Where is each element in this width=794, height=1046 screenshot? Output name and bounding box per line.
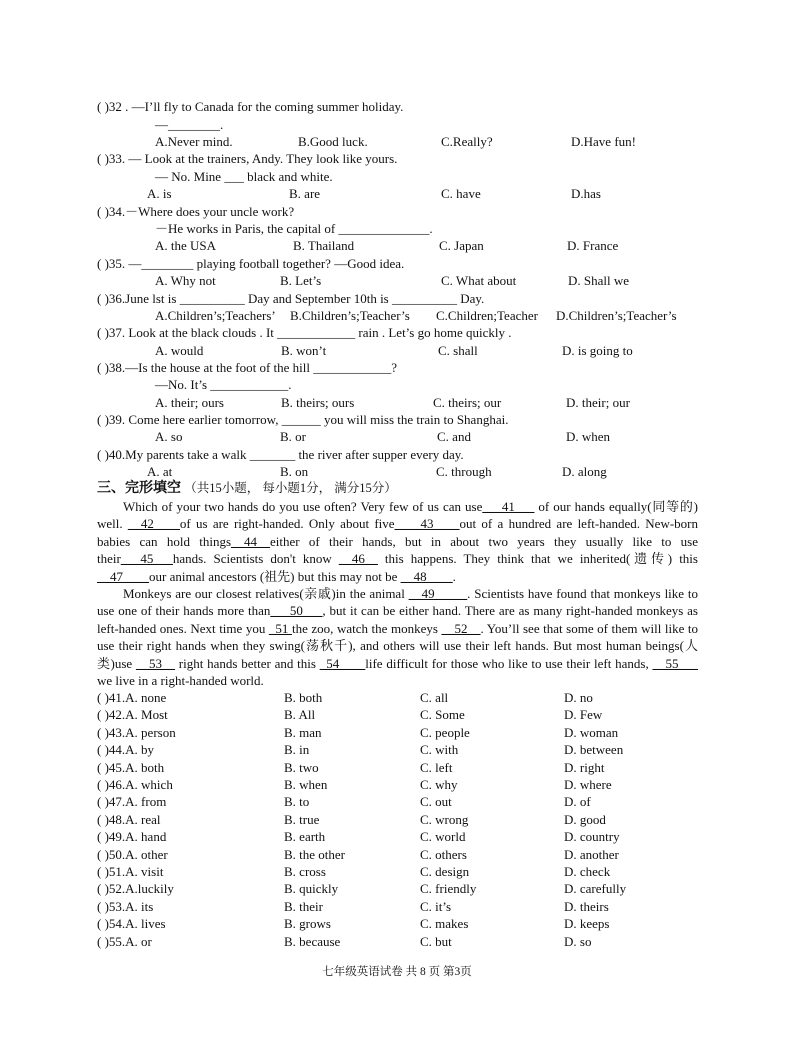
- q36-option-b: B.Children’s;Teacher’s: [290, 308, 410, 323]
- q34-option-a: A. the USA: [155, 238, 217, 253]
- q32-option-a: A.Never mind.: [155, 134, 233, 149]
- blank-45: ___45___: [120, 551, 173, 567]
- blank-48: __48____: [400, 568, 453, 584]
- blank-43: ____43____: [394, 516, 460, 532]
- q39-option-c: C. and: [437, 429, 471, 444]
- cloze-50-question: ( )50.A. other: [97, 846, 168, 862]
- q32-option-d: D.Have fun!: [571, 134, 636, 149]
- cloze-42-option-b: B. All: [284, 707, 316, 723]
- question-39: ( )39. Come here earlier tomorrow, ______ you will miss the train to Shanghai.: [97, 412, 509, 427]
- q40-option-d: D. along: [562, 464, 607, 479]
- question-38: ( )38.—Is the house at the foot of the hill ____________?: [97, 360, 398, 375]
- cloze-44-question: ( )44.A. by: [97, 742, 155, 758]
- blank-51: _51: [268, 620, 292, 636]
- cloze-49-question: ( )49.A. hand: [97, 829, 167, 845]
- cloze-50-option-c: C. others: [420, 846, 467, 862]
- cloze-42-question: ( )42.A. Most: [97, 707, 168, 723]
- q37-option-c: C. shall: [438, 343, 478, 358]
- cloze-47-question: ( )47.A. from: [97, 794, 167, 810]
- q40-option-a: A. at: [147, 464, 173, 479]
- cloze-43-option-c: C. people: [420, 724, 470, 740]
- question-37: ( )37. Look at the black clouds . It ____________ rain . Let’s go home quickly .: [97, 325, 512, 340]
- q37-option-b: B. won’t: [281, 343, 327, 358]
- q38-option-c: C. theirs; our: [433, 395, 502, 410]
- q40-option-b: B. on: [280, 464, 309, 479]
- blank-53: __53__: [135, 655, 175, 671]
- blank-55: __55___: [652, 655, 698, 671]
- cloze-42-option-d: D. Few: [564, 707, 603, 723]
- question-32: ( )32 . —I’ll fly to Canada for the coming summer holiday.: [97, 99, 404, 114]
- cloze-47-option-c: C. out: [420, 794, 452, 810]
- cloze-passage: [97, 498, 698, 689]
- q33-option-a: A. is: [147, 186, 172, 201]
- cloze-41-question: ( )41.A. none: [97, 690, 167, 705]
- cloze-52-option-d: D. carefully: [564, 881, 627, 897]
- question-33-response: — No. Mine ___ black and white.: [155, 169, 333, 184]
- q33-option-c: C. have: [441, 186, 481, 201]
- cloze-46-option-c: C. why: [420, 777, 458, 792]
- q39-option-b: B. or: [280, 429, 306, 444]
- cloze-46-question: ( )46.A. which: [97, 777, 173, 792]
- question-40: ( )40.My parents take a walk _______ the river after supper every day.: [97, 447, 464, 462]
- q39-option-a: A. so: [155, 429, 183, 444]
- cloze-47-option-b: B. to: [284, 794, 310, 810]
- blank-52: __52__: [441, 620, 481, 636]
- q32-option-c: C.Really?: [441, 134, 493, 149]
- cloze-45-option-b: B. two: [284, 759, 319, 775]
- q36-option-d: D.Children’s;Teacher’s: [556, 308, 677, 323]
- cloze-54-option-c: C. makes: [420, 916, 469, 932]
- cloze-51-question: ( )51.A. visit: [97, 864, 164, 879]
- question-34: ( )34.－Where does your uncle work?: [97, 204, 295, 219]
- cloze-51-option-c: C. design: [420, 864, 470, 879]
- cloze-53-question: ( )53.A. its: [97, 898, 154, 914]
- q35-option-c: C. What about: [441, 273, 517, 288]
- q40-option-c: C. through: [436, 464, 492, 479]
- cloze-41-option-d: D. no: [564, 690, 593, 705]
- cloze-46-option-b: B. when: [284, 777, 328, 792]
- blank-46: __46__: [338, 551, 378, 567]
- cloze-43-option-b: B. man: [284, 724, 322, 740]
- cloze-49-option-d: D. country: [564, 829, 620, 845]
- q37-option-a: A. would: [155, 343, 204, 358]
- q35-option-b: B. Let’s: [280, 273, 322, 288]
- question-34-response: －He works in Paris, the capital of ______________.: [155, 221, 433, 236]
- cloze-54-question: ( )54.A. lives: [97, 916, 166, 932]
- cloze-45-option-c: C. left: [420, 759, 453, 775]
- cloze-52-option-b: B. quickly: [284, 881, 339, 897]
- section-title-cloze: [97, 479, 397, 497]
- blank-47: __47____: [97, 568, 149, 584]
- cloze-55-option-d: D. so: [564, 933, 592, 949]
- question-32-response: —________.: [155, 117, 224, 132]
- cloze-45-option-d: D. right: [564, 759, 605, 775]
- cloze-54-option-d: D. keeps: [564, 916, 610, 932]
- question-38-response: —No. It’s ____________.: [155, 377, 292, 392]
- q36-option-a: A.Children’s;Teachers’: [155, 308, 276, 323]
- cloze-50-option-d: D. another: [564, 846, 619, 862]
- cloze-45-question: ( )45.A. both: [97, 759, 165, 775]
- cloze-52-option-c: C. friendly: [420, 881, 477, 897]
- cloze-53-option-d: D. theirs: [564, 898, 609, 914]
- cloze-52-question: ( )52.A.luckily: [97, 881, 174, 897]
- cloze-55-option-b: B. because: [284, 933, 341, 949]
- cloze-42-option-c: C. Some: [420, 707, 465, 723]
- cloze-55-question: ( )55.A. or: [97, 933, 152, 949]
- cloze-44-option-d: D. between: [564, 742, 624, 758]
- cloze-48-option-b: B. true: [284, 811, 320, 827]
- question-35: ( )35. —________ playing football together? —Good idea.: [97, 256, 405, 271]
- q35-option-d: D. Shall we: [568, 273, 630, 288]
- q33-option-b: B. are: [289, 186, 321, 201]
- cloze-48-question: ( )48.A. real: [97, 811, 161, 827]
- cloze-54-option-b: B. grows: [284, 916, 331, 932]
- cloze-41-option-c: C. all: [420, 690, 449, 705]
- q38-option-a: A. their; ours: [155, 395, 224, 410]
- section-note: （共15小题， 每小题1分， 满分15分）: [184, 481, 397, 495]
- q39-option-d: D. when: [566, 429, 611, 444]
- cloze-41-option-b: B. both: [284, 690, 323, 705]
- cloze-44-option-b: B. in: [284, 742, 310, 758]
- blank-54: _54____: [319, 655, 366, 671]
- cloze-43-option-d: D. woman: [564, 724, 619, 740]
- cloze-44-option-c: C. with: [420, 742, 459, 758]
- passage-paragraph-2: Monkeys are our closest relatives(亲戚)in the animal __49_____. Scientists have found that monkeys like to use one of their hands more than___50___, but it can be either hand. There are as many right-handed monkeys as left-handed ones. Next time you _51 the zoo, watch the monkeys __52__. You’ll see that some of them will like to use their right hands when they swing(荡秋千), and others will use their left hands. But most human beings(人类)use __53__ right hands better and this _54____life difficult for those who like to use their left hands, __55___ we live in a right-handed world.: [97, 586, 699, 689]
- q34-option-b: B. Thailand: [293, 238, 355, 253]
- blank-41: ___41___: [482, 499, 535, 514]
- blank-49: __49_____: [408, 586, 468, 602]
- page-footer: 七年级英语试卷 共 8 页 第3页: [322, 966, 472, 978]
- cloze-53-option-b: B. their: [284, 898, 323, 914]
- question-33: ( )33. — Look at the trainers, Andy. They look like yours.: [97, 151, 398, 166]
- q34-option-d: D. France: [567, 238, 619, 253]
- q35-option-a: A. Why not: [155, 273, 216, 288]
- cloze-50-option-b: B. the other: [284, 846, 346, 862]
- q34-option-c: C. Japan: [439, 238, 484, 253]
- cloze-46-option-d: D. where: [564, 777, 612, 792]
- q38-option-d: D. their; our: [566, 395, 630, 410]
- passage-paragraph-1: Which of your two hands do you use often? Very few of us can use___41___ of our hands equally(同等的) well. __42____of us are right-handed. Only about five____43____out of a hundred are left-handed. New-born babies can hold things__44__either of their hands, but in about two years they usually like to use their___45___hands. Scientists don't know __46__ this happens. They think that we inherited(遗传) this __47____our animal ancestors (祖先) but this may not be __48____.: [97, 499, 698, 584]
- q32-option-b: B.Good luck.: [298, 134, 368, 149]
- cloze-49-option-b: B. earth: [284, 829, 326, 845]
- cloze-51-option-d: D. check: [564, 864, 611, 879]
- cloze-55-option-c: C. but: [420, 933, 452, 949]
- blank-50: ___50___: [270, 603, 323, 619]
- cloze-51-option-b: B. cross: [284, 864, 326, 879]
- blank-42: __42____: [127, 516, 180, 532]
- cloze-48-option-d: D. good: [564, 811, 606, 827]
- question-36: ( )36.June lst is __________ Day and September 10th is __________ Day.: [97, 291, 485, 306]
- cloze-53-option-c: C. it’s: [420, 898, 452, 914]
- section-heading: 三、完形填空: [97, 480, 181, 496]
- q38-option-b: B. theirs; ours: [281, 395, 355, 410]
- blank-44: __44__: [231, 533, 271, 549]
- cloze-47-option-d: D. of: [564, 794, 591, 810]
- cloze-49-option-c: C. world: [420, 829, 466, 845]
- q36-option-c: C.Children;Teacher: [436, 308, 538, 323]
- cloze-48-option-c: C. wrong: [420, 811, 469, 827]
- q37-option-d: D. is going to: [562, 343, 633, 358]
- q33-option-d: D.has: [571, 186, 601, 201]
- cloze-43-question: ( )43.A. person: [97, 724, 176, 740]
